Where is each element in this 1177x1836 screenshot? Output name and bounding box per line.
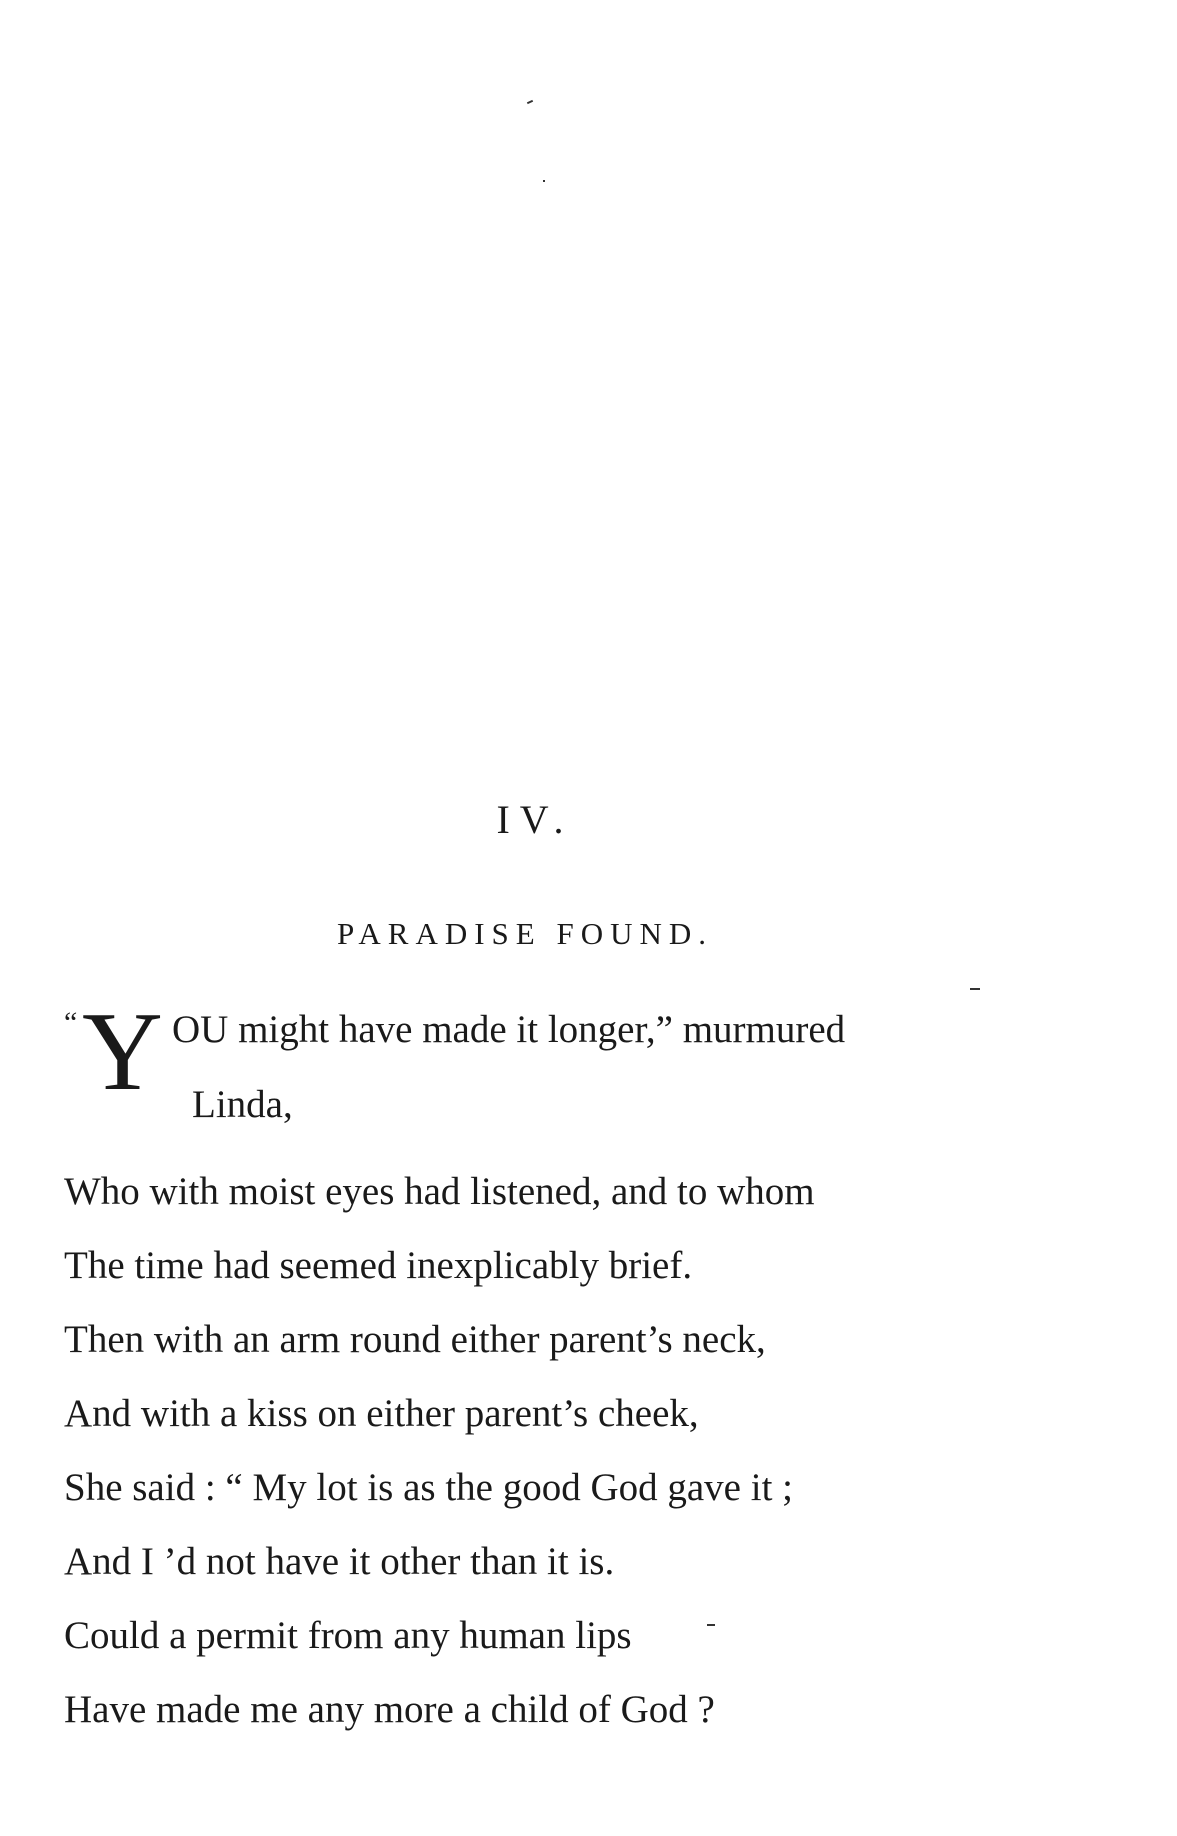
drop-cap-letter: Y [82,990,163,1114]
verse-line: Could a permit from any human lips [64,1614,632,1657]
verse-line-continuation: Linda, [192,1083,293,1126]
verse-line: Then with an arm round either parent’s neck, [64,1318,766,1361]
verse-line: Have made me any more a child of God ? [64,1688,715,1731]
opening-lines [64,990,1064,1130]
verse-line: And I ’d not have it other than it is. [64,1540,615,1583]
print-mark [707,1624,715,1626]
verse-line: The time had seemed inexplicably brief. [64,1244,693,1287]
ink-speck [527,100,533,104]
opening-quote-mark: “ [64,1006,78,1039]
chapter-title: PARADISE FOUND. [336,916,714,951]
ink-speck [543,180,545,182]
verse-body [64,1155,1104,1747]
verse-line-first: OU might have made it longer,” murmured [172,1008,846,1051]
print-mark [970,988,980,990]
verse-line: She said : “ My lot is as the good God gave it ; [64,1466,794,1509]
verse-line: And with a kiss on either parent’s cheek, [64,1392,699,1435]
verse-line: Who with moist eyes had listened, and to whom [64,1170,815,1213]
chapter-number: IV. [496,797,574,842]
